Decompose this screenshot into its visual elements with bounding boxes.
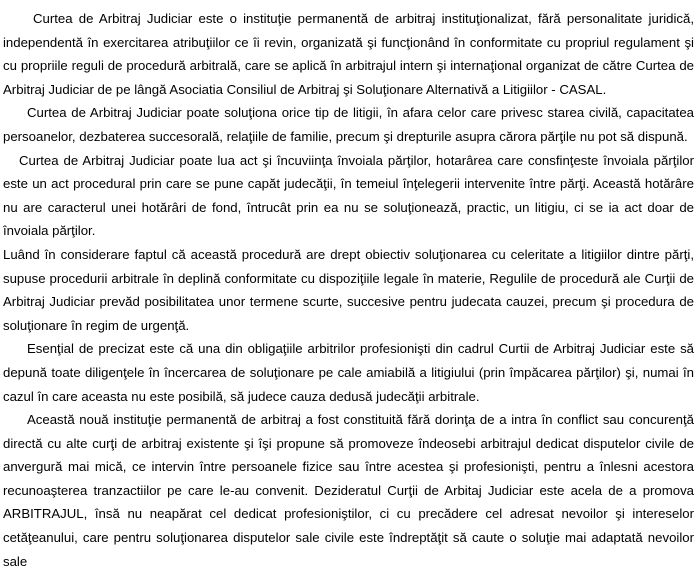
paragraph-dispute-scope: Curtea de Arbitraj Judiciar poate soluţiona orice tip de litigii, în afara celor care privesc starea civilă, capacitatea persoanelor, dezbaterea succesorală, relaţiile de familie, precum şi drepturile asupra cărora părţile nu pot să dispună. — [3, 105, 694, 144]
paragraph-procedure-terms: Luând în considerare faptul că această procedură are drept obiectiv soluţionarea cu celeritate a litigiilor dintre părţi, supuse procedurii arbitrale în deplină conformitate cu dispoziţiile legale în materie, Regulile de procedură ale Curţii de Arbitraj Judiciar prevăd posibilitatea unor termene scurte, succesive pentru judecata cauzei, precum şi procedura de soluţionare în regim de urgenţă. — [3, 246, 694, 333]
paragraph-amicable-resolution: Esenţial de precizat este că una din obligaţiile arbitrilor profesionişti din cadrul Curtii de Arbitraj Judiciar este să depună toate diligenţele în încercarea de soluţionare pe cale amiabilă a litigiului (prin împăcarea părţilor) şi, numai în cazul în care aceasta nu este posibilă, să judece cauza dedusă judecăţii arbitrale. — [3, 341, 694, 404]
paragraph-settlement-act: Curtea de Arbitraj Judiciar poate lua act şi încuviinţa învoiala părţilor, hotarârea care consfinţeste învoiala părţilor este un act procedural prin care se pune capăt judecăţii, în temeiul înţelegerii intervenite între părţi. Această hotărâre nu are caracterul unei hotărâri de fond, întrucât prin ea nu se soluţionează, practic, un litigiu, ci se ia act doar de învoiala părţilor. — [3, 152, 694, 239]
document-body — [3, 7, 694, 573]
paragraph-court-definition: Curtea de Arbitraj Judiciar este o instituţie permanentă de arbitraj instituţionalizat, fără personalitate juridică, independentă în exercitarea atribuţiilor ce îi revin, organizată şi funcţionând în conformitate cu propriul regulament şi cu propriile reguli de procedură arbitrală, care se aplică în arbitrajul intern şi internaţional organizat de către Curtea de Arbitraj Judiciar de pe lângă Asociatia Consiliul de Arbitraj şi Soluţionare Alternativă a Litigiilor - CASAL. — [3, 11, 694, 97]
paragraph-institution-purpose: Această nouă instituţie permanentă de arbitraj a fost constituită fără dorinţa de a intra în conflict sau concurenţă directă cu alte curţi de arbitraj existente şi îşi propune să promoveze îndeosebi arbitrajul dedicat disputelor civile de anvergură mai mică, ce intervin între persoanele fizice sau între acestea şi profesionişti, pentru a înlesni acestora recunoaşterea tranzactiilor pe care le-au convenit. Dezideratul Curţii de Arbitaj Judiciar este acela de a promova ARBITRAJUL, însă nu neapărat cel dedicat profesioniştilor, ci cu precădere cel adresat nevoilor şi intereselor cetăţeanului, care pentru soluţionarea disputelor sale civile este îndreptăţit să caute o soluţie mai adaptată nevoilor sale — [3, 412, 694, 569]
